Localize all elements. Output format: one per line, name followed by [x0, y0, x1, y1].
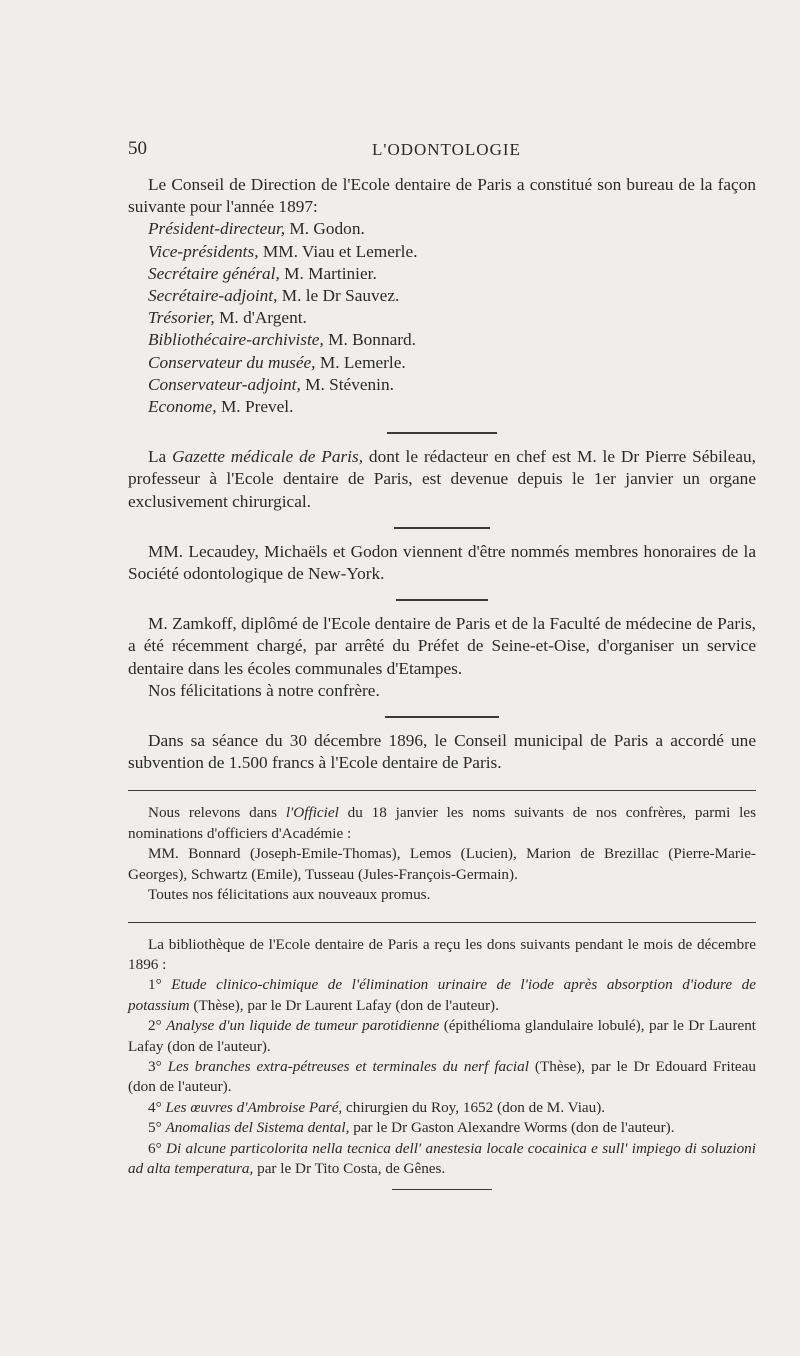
page-header	[128, 138, 756, 164]
bureau-role	[128, 374, 756, 396]
bureau-role	[128, 218, 756, 240]
role-name: M. d'Argent.	[214, 308, 307, 328]
role-title: Bibliothécaire-archiviste,	[148, 330, 324, 350]
role-name: M. le Dr Sauvez.	[277, 286, 400, 306]
don-item: 6° Di alcune particolorita nella tecnica dell' anestesia locale cocainica e sull' impiego di soluzioni ad alta temperatura, par le Dr Tito Costa, de Gênes.	[128, 1139, 756, 1177]
document-page	[128, 138, 756, 1190]
don-item: 2° Analyse d'un liquide de tumeur parotidienne (épithélioma glandulaire lobulé), par le Dr Laurent Lafay (don de l'auteur).	[128, 1017, 757, 1055]
bureau-list	[128, 218, 756, 418]
section-divider	[128, 922, 756, 923]
bureau-role	[128, 329, 756, 351]
bureau-intro: Le Conseil de Direction de l'Ecole dentaire de Paris a constitué son bureau de la façon suivante pour l'année 1897:	[128, 175, 756, 217]
section-divider	[387, 432, 497, 434]
bureau-role	[128, 396, 756, 418]
role-title: Secrétaire général,	[148, 263, 280, 283]
officiel-paragraph: Nous relevons dans l'Officiel du 18 janvier les noms suivants de nos confrères, parmi les nominations d'officiers d'Académie :	[128, 804, 757, 842]
end-divider	[392, 1189, 492, 1190]
bureau-role	[128, 307, 756, 329]
honoraires-paragraph: MM. Lecaudey, Michaëls et Godon viennent d'être nommés membres honoraires de la Société odontologique de New-York.	[128, 541, 756, 584]
gazette-paragraph: La Gazette médicale de Paris, dont le rédacteur en chef est M. le Dr Pierre Sébileau, professeur à l'Ecole dentaire de Paris, est devenue depuis le 1er janvier un organe exclusivement chirurgical.	[128, 447, 757, 511]
bureau-role	[128, 352, 756, 374]
role-name: M. Prevel.	[216, 397, 294, 417]
role-name: MM. Viau et Lemerle.	[258, 241, 418, 261]
don-item: 5° Anomalias del Sistema dental, par le Dr Gaston Alexandre Worms (don de l'auteur).	[148, 1119, 675, 1137]
role-title: Conservateur du musée,	[148, 352, 316, 372]
don-item: 3° Les branches extra-pétreuses et terminales du nerf facial (Thèse), par le Dr Edouard Friteau (don de l'auteur).	[128, 1057, 757, 1096]
officiel-journal: l'Officiel	[285, 804, 339, 822]
bureau-role	[128, 241, 756, 263]
officiel-names: MM. Bonnard (Joseph-Emile-Thomas), Lemos (Lucien), Marion de Brezillac (Pierre-Marie-Georges), Schwartz (Emile), Tusseau (Jules-François-Germain).	[128, 845, 756, 883]
bibliotheque-section	[128, 935, 756, 1180]
role-title: Trésorier,	[148, 308, 215, 328]
bureau-role	[128, 285, 756, 307]
role-title: Président-directeur,	[148, 219, 286, 239]
subvention-paragraph: Dans sa séance du 30 décembre 1896, le Conseil municipal de Paris a accordé une subvention de 1.500 francs à l'Ecole dentaire de Paris.	[128, 731, 756, 773]
bureau-section	[128, 174, 756, 418]
running-title: L'ODONTOLOGIE	[372, 140, 521, 159]
role-name: M. Lemerle.	[315, 352, 406, 372]
section-divider	[385, 716, 499, 718]
role-title: Conservateur-adjoint,	[148, 374, 301, 394]
role-name: M. Bonnard.	[323, 330, 416, 350]
officiel-closing: Toutes nos félicitations aux nouveaux promus.	[148, 886, 431, 904]
role-title: Secrétaire-adjoint,	[148, 286, 278, 306]
role-name: M. Godon.	[285, 219, 365, 239]
don-item: 1° Etude clinico-chimique de l'élimination urinaire de l'iode après absorption d'iodure de potassium (Thèse), par le Dr Laurent Lafay (don de l'auteur).	[128, 976, 756, 1014]
bureau-role	[128, 263, 756, 285]
zamkoff-paragraph: M. Zamkoff, diplômé de l'Ecole dentaire de Paris et de la Faculté de médecine de Paris, a été récemment chargé, par arrêté du Préfet de Seine-et-Oise, d'organiser un service dentaire dans les écoles communales d'Etampes.	[128, 614, 756, 678]
section-divider	[394, 527, 490, 529]
gazette-title: Gazette médicale de Paris,	[172, 447, 364, 467]
role-name: M. Martinier.	[279, 263, 377, 283]
page-number: 50	[128, 138, 147, 159]
officiel-section	[128, 803, 756, 905]
bibliotheque-intro: La bibliothèque de l'Ecole dentaire de Paris a reçu les dons suivants pendant le mois de décembre 1896 :	[128, 935, 756, 973]
role-title: Vice-présidents,	[148, 241, 259, 261]
section-divider	[128, 790, 756, 791]
don-item: 4° Les œuvres d'Ambroise Paré, chirurgien du Roy, 1652 (don de M. Viau).	[148, 1098, 606, 1116]
role-name: M. Stévenin.	[300, 374, 394, 394]
role-title: Econome,	[148, 397, 217, 417]
section-divider	[396, 599, 488, 601]
zamkoff-felicitations: Nos félicitations à notre confrère.	[148, 680, 380, 700]
